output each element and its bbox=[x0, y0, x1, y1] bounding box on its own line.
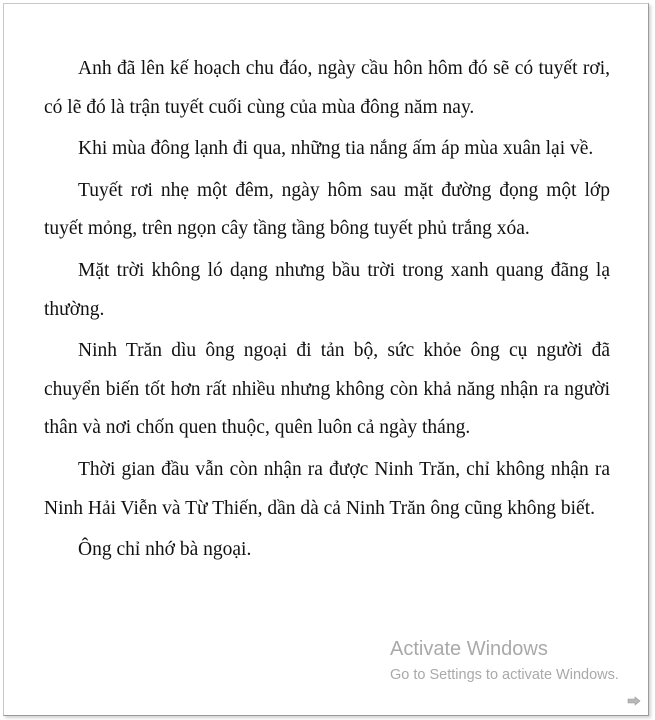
paragraph: Mặt trời không ló dạng nhưng bầu trời trong xanh quang đãng lạ thường. bbox=[44, 259, 610, 320]
watermark-subtitle: Go to Settings to activate Windows. bbox=[390, 667, 619, 683]
watermark-title: Activate Windows bbox=[390, 638, 548, 660]
paragraph: Ninh Trăn dìu ông ngoại đi tản bộ, sức khỏe ông cụ người đã chuyển biến tốt hơn rất nhiều nhưng không còn khả năng nhận ra người thân và nơi chốn quen thuộc, quên luôn cả ngày tháng. bbox=[44, 340, 610, 439]
paragraph: Khi mùa đông lạnh đi qua, những tia nắng ấm áp mùa xuân lại về. bbox=[78, 138, 594, 160]
paragraph: Thời gian đầu vẫn còn nhận ra được Ninh Trăn, chỉ không nhận ra Ninh Hải Viễn và Từ Thiến, dần dà cả Ninh Trăn ông cũng không biết. bbox=[44, 458, 610, 519]
activation-watermark bbox=[390, 637, 619, 685]
paragraph: Ông chỉ nhớ bà ngoại. bbox=[78, 539, 252, 561]
paragraph: Tuyết rơi nhẹ một đêm, ngày hôm sau mặt đường đọng một lớp tuyết mỏng, trên ngọn cây tầng tầng bông tuyết phủ trắng xóa. bbox=[44, 179, 610, 240]
paragraph: Anh đã lên kế hoạch chu đáo, ngày cầu hôn hôm đó sẽ có tuyết rơi, có lẽ đó là trận tuyết cuối cùng của mùa đông năm nay. bbox=[44, 58, 610, 118]
document-body bbox=[44, 50, 610, 573]
resize-grip-icon bbox=[627, 696, 641, 706]
